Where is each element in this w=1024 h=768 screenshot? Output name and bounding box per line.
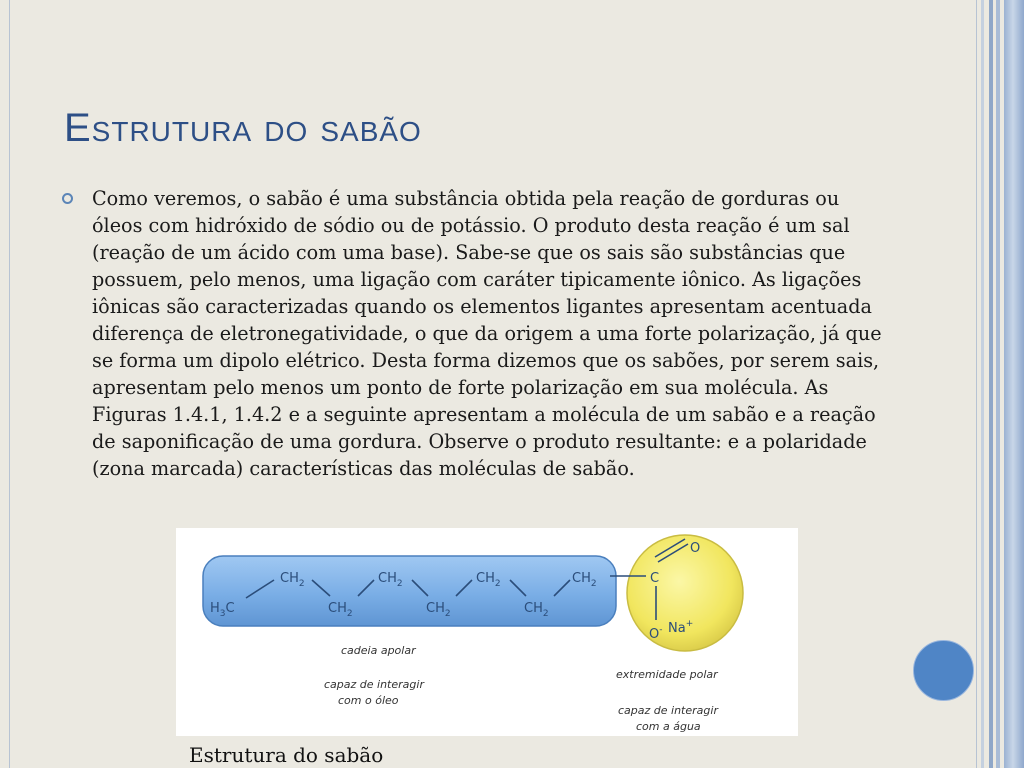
soap-molecule-diagram — [176, 528, 798, 736]
slide-title: Estrutura do sabão — [64, 106, 422, 150]
atom-ch2: $CH_2$ — [572, 571, 597, 589]
label-apolar-desc-1: capaz de interagir — [324, 678, 424, 691]
atom-na-plus: Na+ — [668, 619, 694, 636]
atom-ch2: $CH_2$ — [328, 601, 353, 619]
atom-o-minus: O- — [649, 625, 663, 642]
label-apolar-title: cadeia apolar — [341, 644, 416, 657]
label-polar-title: extremidade polar — [616, 668, 718, 681]
body-paragraph: Como veremos, o sabão é uma substância obtida pela reação de gorduras ou óleos com hidróxido de sódio ou de potássio. O produto desta reação é um sal (reação de um ácido com uma base). Sabe-se que os sais são substâncias que possuem, pelo menos, uma ligação com caráter tipicamente iônico. As ligações iônicas são caracterizadas quando os elementos ligantes apresentam acentuada diferença de eletronegatividade, o que da origem a uma forte polarização, já que se forma um dipolo elétrico. Desta forma dizemos que os sabões, por serem sais, apresentam pelo menos um ponto de forte polarização em sua molécula. As Figuras 1.4.1, 1.4.2 e a seguinte apresentam a molécula de um sabão e a reação de saponificação de uma gordura. Observe o produto resultante: e a polaridade (zona marcada) características das moléculas de sabão. — [92, 187, 882, 480]
edge-stripe — [1004, 0, 1024, 768]
soap-structure-figure — [176, 528, 798, 736]
label-polar-desc-2: com a água — [636, 720, 701, 733]
atom-ch2: $CH_2$ — [280, 571, 305, 589]
edge-stripe — [996, 0, 1000, 768]
atom-o: O — [690, 541, 701, 556]
atom-ch2: $CH_2$ — [476, 571, 501, 589]
atom-c: C — [650, 571, 660, 586]
atom-ch2: $CH_2$ — [378, 571, 403, 589]
apolar-tail-shape — [203, 556, 616, 626]
figure-labels — [324, 644, 719, 733]
atom-ch2: $CH_2$ — [426, 601, 451, 619]
label-apolar-desc-2: com o óleo — [338, 694, 399, 707]
atom-ch2: $CH_2$ — [524, 601, 549, 619]
edge-stripe — [981, 0, 984, 768]
atom-h3c: $H_3C$ — [210, 601, 235, 619]
decorative-circle — [913, 640, 974, 701]
edge-stripe — [989, 0, 993, 768]
figure-caption: Estrutura do sabão — [189, 743, 384, 767]
bullet-icon — [62, 193, 73, 204]
label-polar-desc-1: capaz de interagir — [618, 704, 718, 717]
